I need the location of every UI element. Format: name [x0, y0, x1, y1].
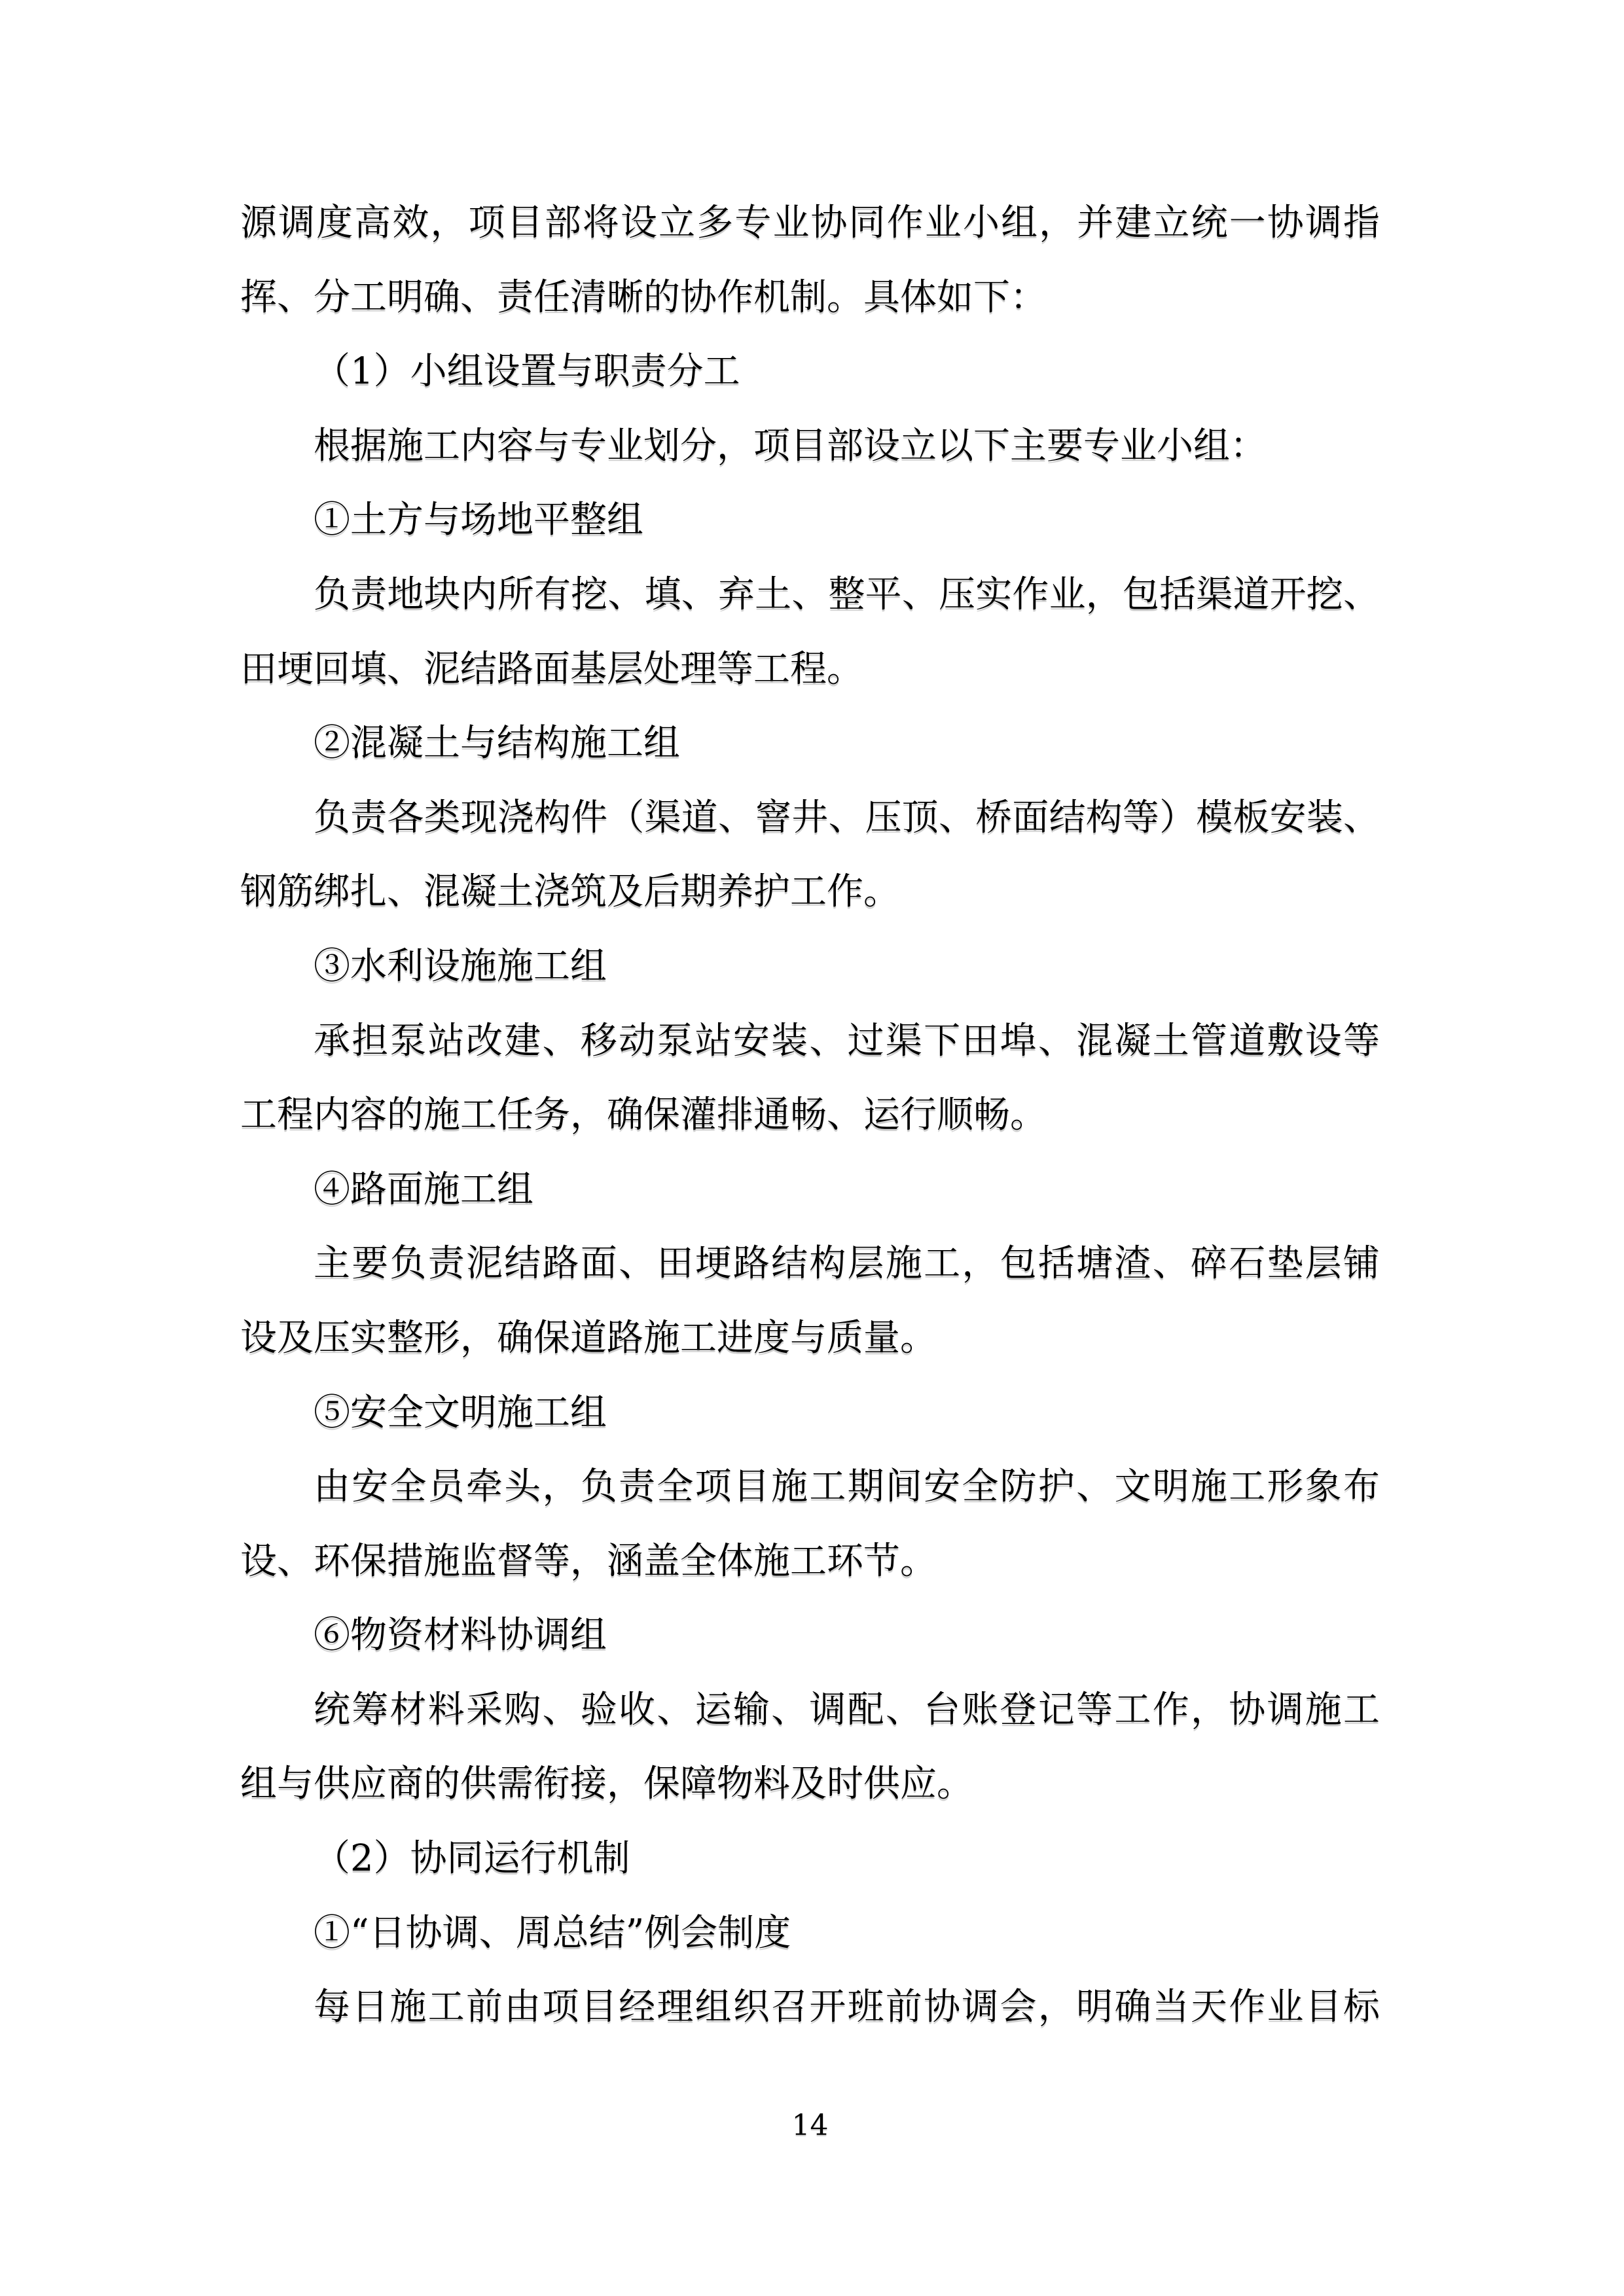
list-item-heading: ⑥物资材料协调组: [314, 1614, 607, 1657]
list-item-heading: ①土方与场地平整组: [314, 499, 643, 542]
text-line: 由安全员牵头，负责全项目施工期间安全防护、文明施工形象布: [314, 1465, 1380, 1509]
text-line: 统筹材料采购、验收、运输、调配、台账登记等工作，协调施工: [314, 1688, 1380, 1731]
section-heading: （2）协同运行机制: [314, 1837, 630, 1880]
text-line: 组与供应商的供需衔接，保障物料及时供应。: [240, 1763, 973, 1806]
list-item-heading: ②混凝土与结构施工组: [314, 722, 680, 765]
text-line: 承担泵站改建、移动泵站安装、过渠下田埠、混凝土管道敷设等: [314, 1019, 1380, 1062]
text-line: 根据施工内容与专业划分，项目部设立以下主要专业小组：: [314, 424, 1267, 467]
list-item-heading: ④路面施工组: [314, 1168, 533, 1211]
list-item-heading: ③水利设施施工组: [314, 944, 607, 988]
text-line: 负责各类现浇构件（渠道、窨井、压顶、桥面结构等）模板安装、: [314, 796, 1380, 839]
text-line: 田埂回填、泥结路面基层处理等工程。: [240, 647, 863, 691]
list-item-heading: ⑤安全文明施工组: [314, 1391, 607, 1434]
text-line: 主要负责泥结路面、田埂路结构层施工，包括塘渣、碎石垫层铺: [314, 1242, 1380, 1285]
list-item-heading: ①“日协调、周总结”例会制度: [314, 1911, 791, 1954]
text-line: 每日施工前由项目经理组织召开班前协调会，明确当天作业目标: [314, 1986, 1380, 2029]
document-text-area: [240, 186, 1380, 2045]
text-line: 设及压实整形，确保道路施工进度与质量。: [240, 1316, 937, 1359]
text-line: 钢筋绑扎、混凝土浇筑及后期养护工作。: [240, 870, 900, 914]
text-line: 负责地块内所有挖、填、弃土、整平、压实作业，包括渠道开挖、: [314, 573, 1380, 616]
section-heading: （1）小组设置与职责分工: [314, 350, 740, 393]
page-number: 14: [791, 2109, 829, 2142]
text-line: 挥、分工明确、责任清晰的协作机制。具体如下：: [240, 276, 1047, 319]
text-line: 设、环保措施监督等，涵盖全体施工环节。: [240, 1539, 937, 1583]
text-line: 工程内容的施工任务，确保灌排通畅、运行顺畅。: [240, 1094, 1047, 1137]
text-line: 源调度高效，项目部将设立多专业协同作业小组，并建立统一协调指: [240, 202, 1380, 244]
